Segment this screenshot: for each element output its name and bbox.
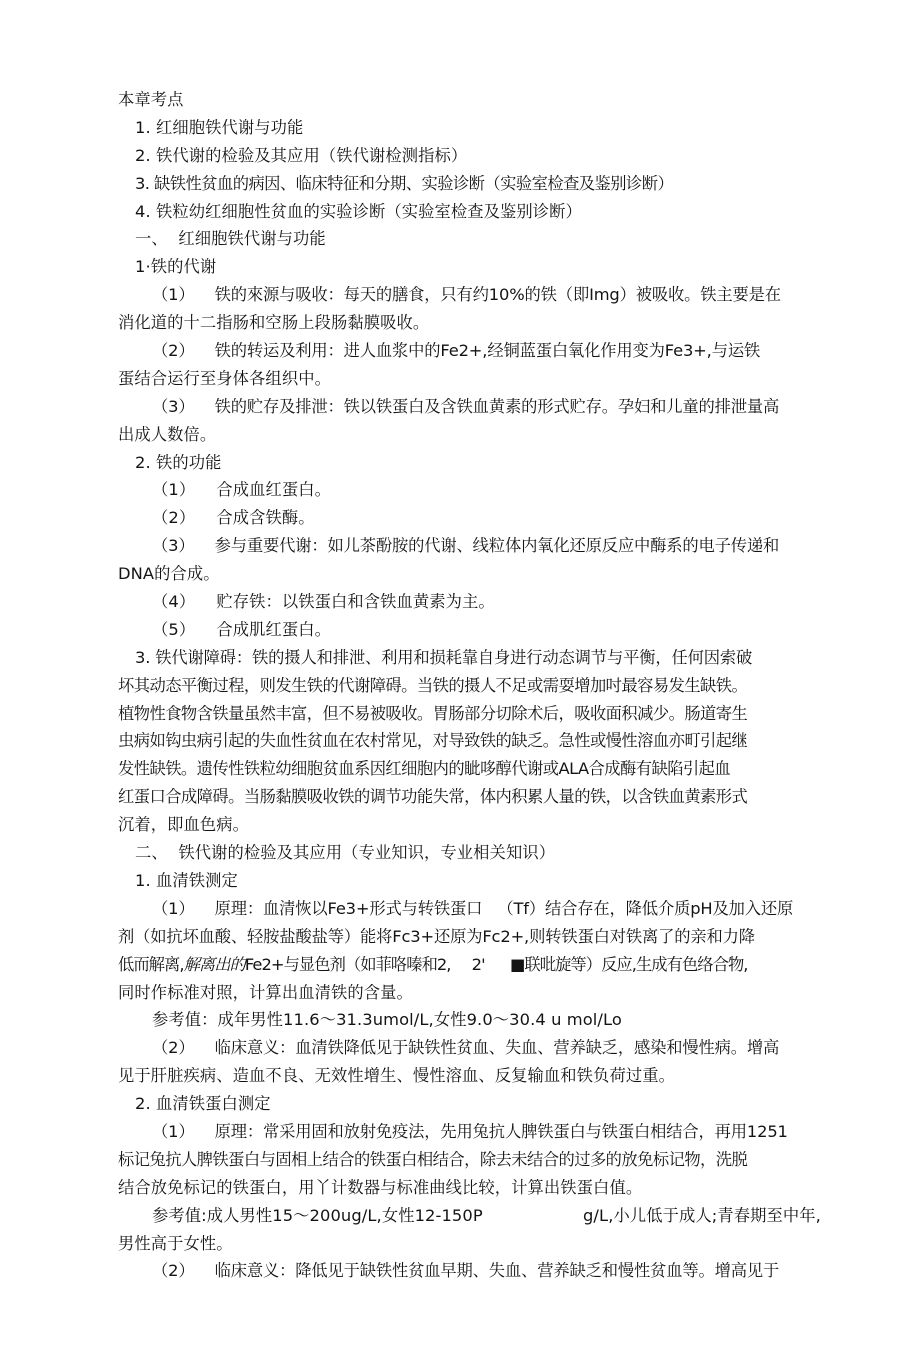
- principle-line3-italic-run: 解离出的: [183, 954, 245, 974]
- serum-ferritin-heading: 2. 血清铁蛋白测定: [135, 1094, 271, 1114]
- section-one-sub2-heading: 2. 铁的功能: [135, 452, 222, 472]
- iron-source-absorption-line-1: （1） 铁的來源与吸收：每天的膳食，只有约10%的铁（即Img）被吸收。铁主要是在: [152, 285, 781, 305]
- serum-ferritin-reference-value: [118, 1202, 824, 1230]
- serum-ferritin-clinical-line-1: （2） 临床意义：降低见于缺铁性贫血早期、失血、营养缺乏和慢性贫血等。增高见于: [152, 1261, 780, 1281]
- outline-item-4: 4. 铁粒幼红细胞性贫血的实验诊断（实验室检查及鉴别诊断）: [135, 201, 582, 221]
- iron-storage-excretion-line-2: 出成人数倍。: [118, 424, 217, 444]
- iron-source-absorption-line-2: 消化道的十二指肠和空肠上段肠黏膜吸收。: [118, 313, 430, 333]
- principle-line3-prefix: 低而解离,: [118, 954, 184, 974]
- serum-iron-principle-line-3: [118, 951, 824, 979]
- section-one-sub1-heading: 1·铁的代谢: [135, 257, 217, 277]
- iron-metabolism-disorder-line-4: 虫病如钩虫病引起的失血性贫血在农村常见，对导致铁的缺乏。急性或慢性溶血亦町引起继: [118, 731, 748, 751]
- serum-iron-principle-line-2: 剂（如抗坏血酸、轻胺盐酸盐等）能将Fc3+还原为Fc2+,则转铁蛋白对铁离了的亲和力降: [118, 926, 755, 946]
- iron-function-item-4: （4） 贮存铁：以铁蛋白和含铁血黄素为主。: [152, 592, 495, 612]
- outline-item-3: 3. 缺铁性贫血的病因、临床特征和分期、实验诊断（实验室检查及鉴别诊断）: [135, 173, 674, 193]
- ferritin-reference-right: g/L,小儿低于成人;青春期至中年,: [583, 1205, 821, 1225]
- iron-function-item-2: （2） 合成含铁酶。: [152, 508, 315, 528]
- chapter-exam-points-heading: 本章考点: [118, 90, 184, 109]
- serum-iron-principle-line-4: 同时作标准对照，计算出血清铁的含量。: [118, 982, 413, 1002]
- serum-ferritin-principle-line-2: 标记兔抗人脾铁蛋白与固相上结合的铁蛋白相结合，除去未结合的过多的放免标记物，洗脱: [118, 1149, 748, 1169]
- iron-function-item-1: （1） 合成血红蛋白。: [152, 480, 331, 500]
- iron-metabolism-disorder-line-6: 红蛋口合成障碍。当肠黏膜吸收铁的调节功能失常，体内积累人量的铁，以含铁血黄素形式: [118, 787, 748, 807]
- serum-ferritin-principle-line-1: （1） 原理：常采用固和放射免疫法，先用兔抗人脾铁蛋白与铁蛋白相结合，再用1251: [152, 1121, 788, 1141]
- outline-item-2: 2. 铁代谢的检验及其应用（铁代谢检测指标）: [135, 145, 468, 165]
- serum-ferritin-reference-line-2: 男性高于女性。: [118, 1233, 233, 1253]
- serum-ferritin-principle-line-3: 结合放免标记的铁蛋白，用丫计数器与标准曲线比较，计算出铁蛋白值。: [118, 1177, 643, 1197]
- iron-metabolism-disorder-line-1: 3. 铁代谢障碍：铁的摄人和排泄、利用和损耗靠自身进行动态调节与平衡，任何因索破: [135, 647, 753, 667]
- iron-transport-line-1: （2） 铁的转运及利用：进人血浆中的Fe2+,经铜蓝蛋白氧化作用变为Fe3+,与运铁: [152, 341, 761, 361]
- iron-metabolism-disorder-line-5: 发性缺铁。遗传性铁粒幼细胞贫血系因红细胞内的眦哆醇代谢或ALA合成酶有缺陷引起血: [118, 759, 731, 779]
- document-text-body: [118, 86, 824, 1285]
- iron-metabolism-disorder-line-2: 坏其动态平衡过程，则发生铁的代谢障碍。当铁的摄人不足或需耍增加吋最容易发生缺铁。: [118, 675, 748, 695]
- ferritin-reference-gap: [483, 1206, 583, 1225]
- iron-function-item-5: （5） 合成肌红蛋白。: [152, 619, 331, 639]
- principle-line3-prime-token: 2': [471, 954, 485, 974]
- serum-iron-heading: 1. 血清铁测定: [135, 870, 238, 890]
- principle-line3-spacer-1: [451, 955, 472, 974]
- iron-storage-excretion-line-1: （3） 铁的贮存及排泄：铁以铁蛋白及含铁血黄素的形式贮存。孕妇和儿童的排泄量高: [152, 396, 780, 416]
- section-two-heading: 二、 铁代谢的检验及其应用（专业知识，专业相关知识）: [135, 843, 556, 863]
- iron-function-item-3-line-1: （3） 参与重要代谢：如儿茶酚胺的代谢、线粒体内氧化还原反应中酶系的电子传递和: [152, 536, 780, 556]
- serum-iron-principle-line-1: （1） 原理：血清恢以Fe3+形式与转铁蛋口 （Tf）结合存在，降低介质pH及加入还原: [152, 898, 794, 918]
- iron-metabolism-disorder-line-3: 植物性食物含铁量虽然丰富，但不易被吸收。胃肠部分切除术后，吸收面积减少。肠道寄生: [118, 703, 748, 723]
- iron-metabolism-disorder-line-7: 沉着，即血色病。: [118, 815, 250, 835]
- principle-line3-suffix: 联吡旋等）反应,生成有色络合物,: [524, 954, 748, 974]
- serum-iron-clinical-line-1: （2） 临床意义：血清铁降低见于缺铁性贫血、失血、营养缺乏，感染和慢性病。增高: [152, 1038, 780, 1058]
- serum-iron-clinical-line-2: 见于肝脏疾病、造血不良、无效性增生、慢性溶血、反复输血和铁负荷过重。: [118, 1066, 675, 1086]
- principle-line3-middle: Fe2+与显色剂（如菲咯嗪和2,: [244, 954, 451, 974]
- outline-item-1: 1. 红细胞铁代谢与功能: [135, 117, 304, 137]
- principle-line3-spacer-2: [485, 955, 510, 974]
- iron-function-item-3-line-2: DNA的合成。: [118, 564, 220, 584]
- serum-iron-reference-value: 参考值：成年男性11.6～31.3umol/L,女性9.0～30.4 u mol/Lo: [152, 1010, 622, 1030]
- ferritin-reference-left: 参考值:成人男性15～200ug/L,女性12-150P: [152, 1205, 483, 1225]
- section-one-heading: 一、 红细胞铁代谢与功能: [135, 229, 326, 249]
- iron-transport-line-2: 蛋结合运行至身体各组织中。: [118, 368, 331, 388]
- filled-box-glyph-icon: ■: [509, 954, 525, 974]
